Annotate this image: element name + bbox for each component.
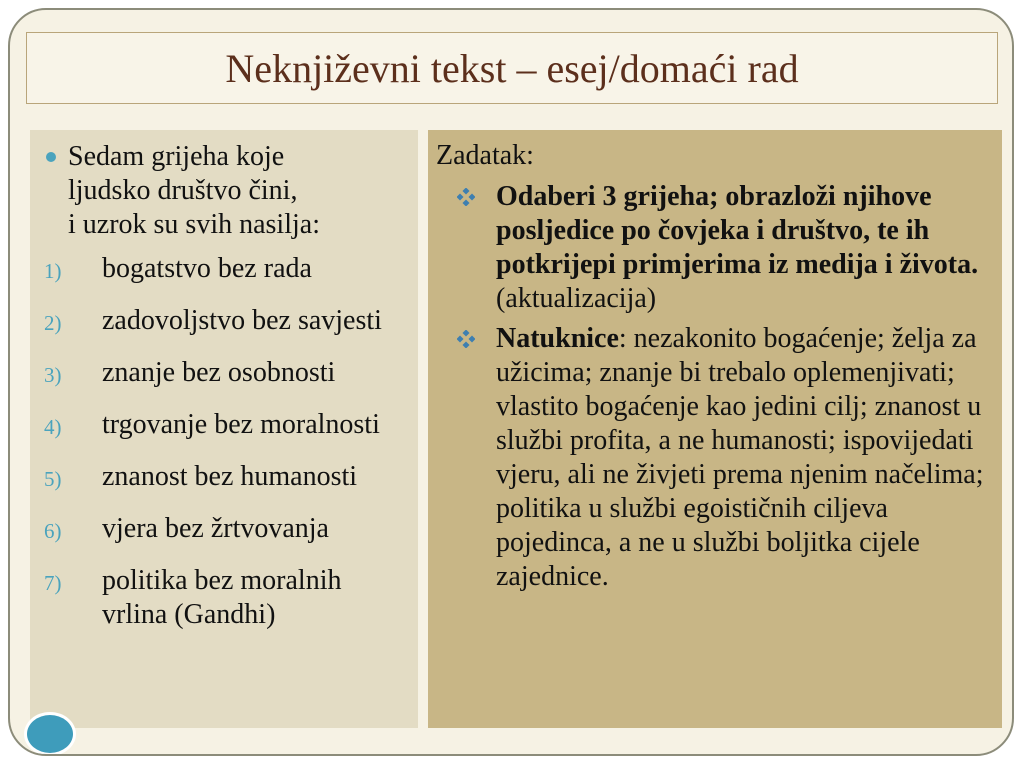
- intro-line: i uzrok su svih nasilja:: [68, 209, 320, 240]
- hints-body: : nezakonito bogaćenje; želja za užicima; znanje bi trebalo oplemenjivati; vlastito bogaćenje kao jedini cilj; znanost u službi profita, a ne humanosti; ispovijedati vjeru, ali ne živjeti prema njenim načelima; politika u službi egoističnih ciljeva pojedinca, a ne u službi boljitka cijele zajednice.: [496, 323, 984, 592]
- task-bold-text: Odaberi 3 grijeha; obrazloži njihove posljedice po čovjeka i društvo, te ih potkrijepi primjerima iz medija i života.: [496, 181, 979, 280]
- list-item-text: znanje bez osobnosti: [102, 357, 336, 388]
- list-item: [44, 304, 408, 340]
- list-number: 6): [44, 519, 62, 543]
- hints-label: Natuknice: [496, 323, 619, 354]
- circle-bullet-icon: [46, 152, 56, 162]
- task-note: (aktualizacija): [496, 283, 657, 314]
- left-panel: [30, 130, 418, 728]
- list-item: [44, 564, 408, 632]
- list-item-text: zadovoljstvo bez savjesti: [102, 305, 382, 336]
- intro-text: [68, 140, 320, 242]
- list-number: 3): [44, 363, 62, 387]
- hints-text: [496, 322, 988, 594]
- list-number: 1): [44, 259, 62, 283]
- list-item: [44, 460, 408, 496]
- list-item-text: bogatstvo bez rada: [102, 253, 312, 284]
- list-number: 2): [44, 311, 62, 335]
- page-title: Neknjiževni tekst – esej/domaći rad: [225, 46, 799, 91]
- task-label: Zadatak:: [436, 140, 534, 171]
- task-text: [496, 180, 988, 316]
- list-number: 4): [44, 415, 62, 439]
- list-item: [44, 356, 408, 392]
- hints-bullet: [436, 322, 988, 594]
- list-item-text: znanost bez humanosti: [102, 461, 358, 492]
- slide-number-circle-icon: [24, 712, 76, 756]
- intro-line: ljudsko društvo čini,: [68, 175, 298, 206]
- list-item: [44, 512, 408, 548]
- list-item: [44, 408, 408, 444]
- sins-list: [44, 252, 408, 632]
- slide-frame: [8, 8, 1014, 756]
- list-item-text: trgovanje bez moralnosti: [102, 409, 380, 440]
- diamond-bullet-icon: [436, 180, 496, 316]
- list-item-text: politika bez moralnih vrlina (Gandhi): [102, 565, 342, 630]
- diamond-bullet-icon: [436, 322, 496, 594]
- task-bullet: [436, 180, 988, 316]
- right-panel: [428, 130, 1002, 728]
- intro-line: Sedam grijeha koje: [68, 141, 285, 172]
- list-number: 5): [44, 467, 62, 491]
- title-box: [26, 32, 998, 104]
- list-number: 7): [44, 571, 62, 595]
- list-item: [44, 252, 408, 288]
- intro-bullet: [44, 140, 408, 242]
- list-item-text: vjera bez žrtvovanja: [102, 513, 329, 544]
